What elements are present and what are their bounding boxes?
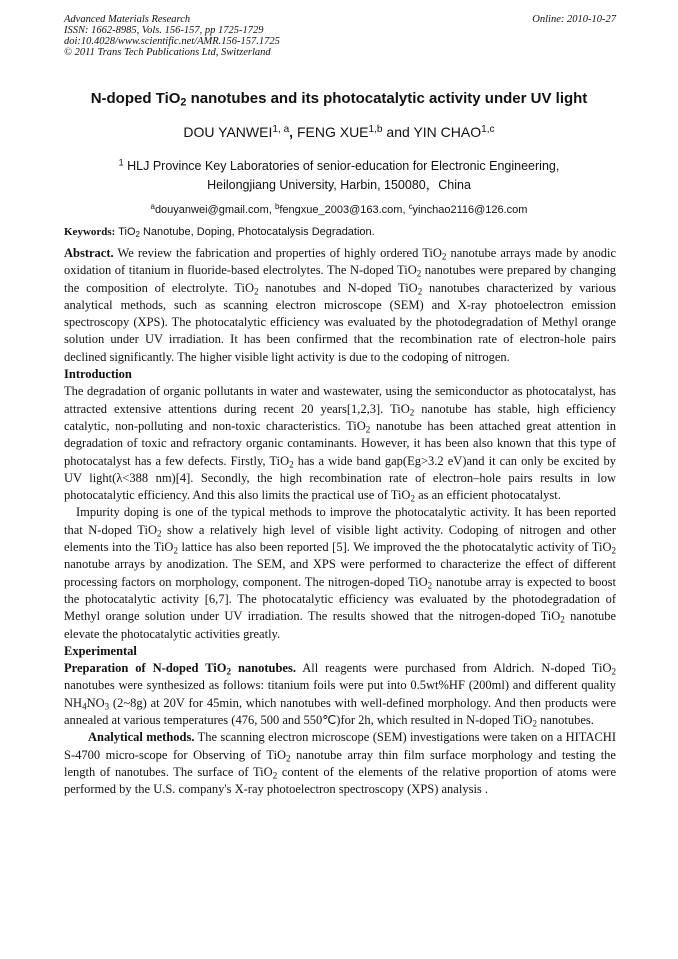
author-name: YIN CHAO [413,124,482,140]
email-address[interactable]: douyanwei@gmail.com [154,204,269,216]
journal-name: Advanced Materials Research [64,14,191,25]
subscript: 2 [417,285,423,296]
paragraph-text: All reagents were purchased from Aldrich. N-doped TiO [295,661,612,676]
copyright-line: © 2011 Trans Tech Publications Ltd, Switzerland [64,47,271,58]
paragraph-text: The degradation of organic pollutants in water and wastewater, using the semiconductor as photocatalyst, has attracted extensive attentions during recent 20 years[1,2,3]. TiO [64,384,616,416]
paragraph-text: nanotube array thin film surface morphology and testing the length of nanotubes. The surface of TiO [64,747,616,779]
affiliation-line-1 [40,157,638,176]
affiliation-mark: 1 [118,157,124,168]
subscript: 2 [427,579,433,590]
keywords-text-rest: Nanotube, Doping, Photocatalysis Degradation. [139,226,375,238]
author-separator: and [382,124,414,140]
subscript: 2 [365,424,371,435]
author-list [40,122,638,142]
experimental-heading: Experimental [64,643,137,658]
preparation-label [64,661,296,675]
author-name: DOU YANWEI [183,124,273,140]
paragraph-text: The scanning electron microscope (SEM) investigations were taken on a HITACHI S-4700 micro-scope for Observing of TiO [64,730,616,762]
abstract-label: Abstract. [64,246,114,260]
analytical-methods-label: Analytical methods. [88,730,195,745]
email-address[interactable]: yinchao2116@126.com [412,204,528,216]
paragraph-text: nanotube has stable, high efficiency catalytic, non-polluting and non-toxic characteristics. TiO [64,401,616,433]
subscript: 2 [611,545,616,556]
paragraph-text: (2~8g) at 20V for 45min, which nanotubes with well-defined morphology. And then products were annealed at various temperatures (476, 500 and 550℃)for 2h, which resulted in N-doped TiO [64,695,616,728]
label-text: nanotubes. [231,661,296,676]
email-separator: , [268,204,275,216]
subscript: 2 [409,406,415,417]
author-separator: , [289,124,297,140]
paper-body [64,245,616,799]
author-name: FENG XUE [296,124,369,140]
email-separator: , [402,204,409,216]
subscript: 2 [560,614,565,625]
subscript: 4 [82,700,87,711]
title-text: N-doped TiO [90,90,181,107]
author-mark: 1,c [481,123,495,135]
paragraph-text: nanotube array is expected to boost the photocatalytic activity [6,7]. The photocatalytic efficiency was evaluated by the photodegradation of Methyl orange solution under UV irradiation. The results showed that the nitrogen-doped TiO [64,574,616,624]
paragraph-text: content of the elements of the relative proportion of atoms were performed by the U.S. company's X-ray photoelectron spectroscopy (XPS) analysis . [64,764,616,797]
introduction-paragraph-2 [64,504,616,642]
abstract-paragraph [64,245,616,366]
affiliation-line-2: Heilongjiang University, Harbin, 150080，China [207,178,471,192]
subscript: 2 [416,268,422,279]
subscript: 3 [104,700,110,711]
introduction-paragraph-1 [64,383,616,504]
introduction-heading: Introduction [64,367,132,382]
issn-line: ISSN: 1662-8985, Vols. 156-157, pp 1725-1729 [64,25,264,36]
paper-title [40,89,638,109]
keywords-subscript: 2 [135,229,140,239]
abstract-text: nanotubes and N-doped TiO [258,280,418,295]
experimental-paragraph-2 [64,729,616,798]
paragraph-text: nanotube elevate the photocatalytic activities greatly. [64,609,616,641]
subscript: 2 [611,666,616,677]
paragraph-text: NO [86,695,105,710]
subscript: 2 [254,285,259,296]
experimental-paragraph-1 [64,660,616,729]
subscript: 2 [272,770,278,781]
paragraph-text: nanotube has been attached great attention in degradation of toxic and refractory organic contaminants. However, it has been also known that this type of photocatalyst has a few defects. Firstly, TiO [64,418,616,468]
paragraph-text: Impurity doping is one of the typical methods to improve the photocatalytic activity. It has been reported that N-doped TiO [64,505,616,537]
abstract-text: nanotubes characterized by various analytical methods, such as scanning electron microscope (SEM) and X-ray photoelectron emission spectroscopy (XPS). The photocatalytic efficiency was evaluated by the photodegradation of Methyl orange solution under UV irradiation. It has been confirmed that the recombination rate of electron-hole pairs declined significantly. The higher visible light activity is due to the codoping of nitrogen. [64,280,616,364]
paragraph-text: nanotube arrays by anodization. The SEM, and XPS were performed to characterize the effect of different processing factors on morphology, component. The nitrogen-doped TiO [64,557,616,589]
online-date: Online: 2010-10-27 [532,14,616,25]
label-text: Preparation of N-doped TiO [64,661,227,676]
email-mark: b [274,202,280,212]
abstract-text: nanotube arrays made by anodic oxidation of titanium in fluoride-based electrolytes. The N-doped TiO [64,246,616,278]
paragraph-text: nanotubes were synthesized as follows: titanium foils were put into 0.5wt%HF (200ml) and different quality NH [64,678,616,710]
affiliation-text: HLJ Province Key Laboratories of senior-education for Electronic Engineering, [123,159,560,173]
doi-line: doi:10.4028/www.scientific.net/AMR.156-157.1725 [64,36,280,47]
subscript: 2 [532,718,537,729]
abstract-text: We review the fabrication and properties of highly ordered TiO [113,246,442,260]
paragraph-text: lattice has also been reported [5]. We improved the the photocatalytic activity of TiO [177,540,612,555]
title-subscript: 2 [180,96,187,109]
subscript: 2 [289,458,294,469]
subscript: 2 [410,493,415,504]
journal-header [64,14,616,58]
paragraph-text: as an efficient photocatalyst. [414,488,561,503]
keywords-text: TiO [115,226,136,238]
email-mark: a [150,202,155,212]
email-address[interactable]: fengxue_2003@163.com [279,204,403,216]
email-list [40,202,638,218]
paragraph-text: show a relatively high level of visible light activity. Codoping of nitrogen and other elements into the TiO [64,522,617,555]
subscript: 2 [157,528,162,538]
paragraph-text: has a wide band gap(Eg>3.2 eV)and it can only be excited by UV light(λ<388 nm)[4]. Secondly, the high recombination rate of electron–hole pairs results in low photocatalytic efficiency. And this also limits the practical use of TiO [64,453,616,503]
abstract-text: nanotubes were prepared by changing the composition of electrolyte. TiO [64,263,616,295]
subscript: 2 [441,251,447,262]
paragraph-text: nanotubes. [536,713,594,728]
author-mark: 1, a [272,123,290,135]
keywords-line [64,224,616,240]
title-text-rest: nanotubes and its photocatalytic activity under UV light [186,90,588,107]
affiliation [40,157,638,195]
subscript: 2 [226,666,232,677]
author-mark: 1,b [368,123,383,135]
subscript: 2 [286,752,291,763]
keywords-label: Keywords: [64,226,116,238]
subscript: 2 [173,545,178,556]
email-mark: c [408,202,413,212]
